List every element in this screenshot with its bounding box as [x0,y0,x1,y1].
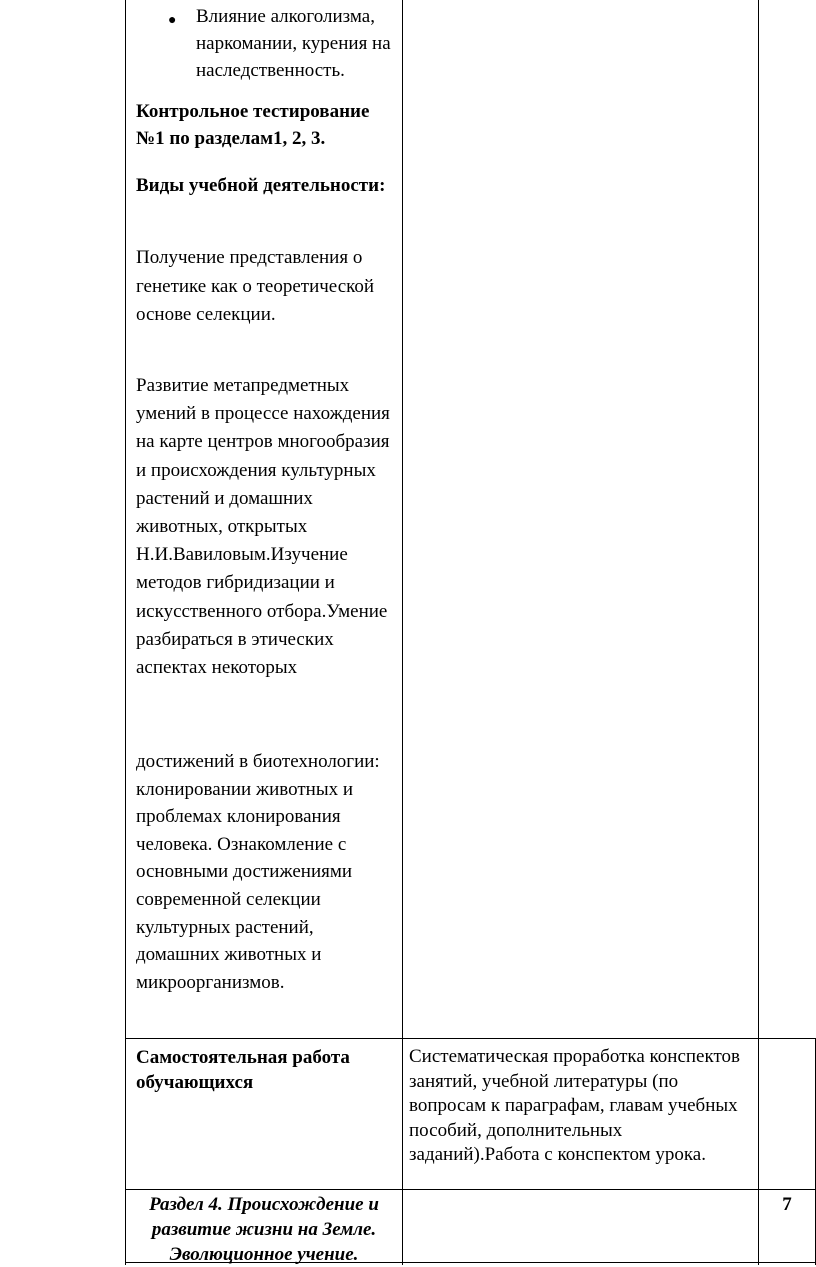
bullet-list-item: Влияние алкоголизма, наркомании, курения на наследственность. [196,6,391,81]
activity-paragraph-genetics: Получение представления о генетике как о теоретической основе селекции. [136,247,375,325]
table-column-divider-1 [402,0,403,1265]
activities-heading: Виды учебной деятельности: [136,175,386,196]
self-work-description: Систематическая проработка конспектов занятий, учебной литературы (по вопросам к параграфам, главам учебных пособий, дополнительных заданий).Работа с конспектом урока. [409,1046,740,1165]
table-column-divider-2 [758,0,759,1265]
activity-paragraph-metasubject: Развитие метапредметных умений в процессе нахождения на карте центров многообразия и происхождения культурных растений и домашних животных, открытых Н.И.Вавиловым.Изучение методов гибридизации и искусственного отбора.Умение разбираться в этических аспектах некоторых [136,375,390,679]
section-4-hours: 7 [782,1194,792,1215]
self-work-label: Самостоятельная работа обучающихся [136,1047,350,1093]
table-row-divider-1 [125,1038,816,1039]
control-test-heading: Контрольное тестирование №1 по разделам1, 2, 3. [136,101,370,149]
activity-paragraph-biotech: достижений в биотехнологии: клонировании животных и проблемах клонирования человека. Ознакомление с основными достижениями современной селекции культурных растений, домашних животных и микроорганизмов. [136,751,380,993]
bullet-icon: ● [168,13,177,28]
table-border-left [125,0,126,1265]
section-4-title: Раздел 4. Происхождение и развитие жизни на Земле. Эволюционное учение. [149,1194,379,1265]
table-row-divider-2 [125,1189,816,1190]
